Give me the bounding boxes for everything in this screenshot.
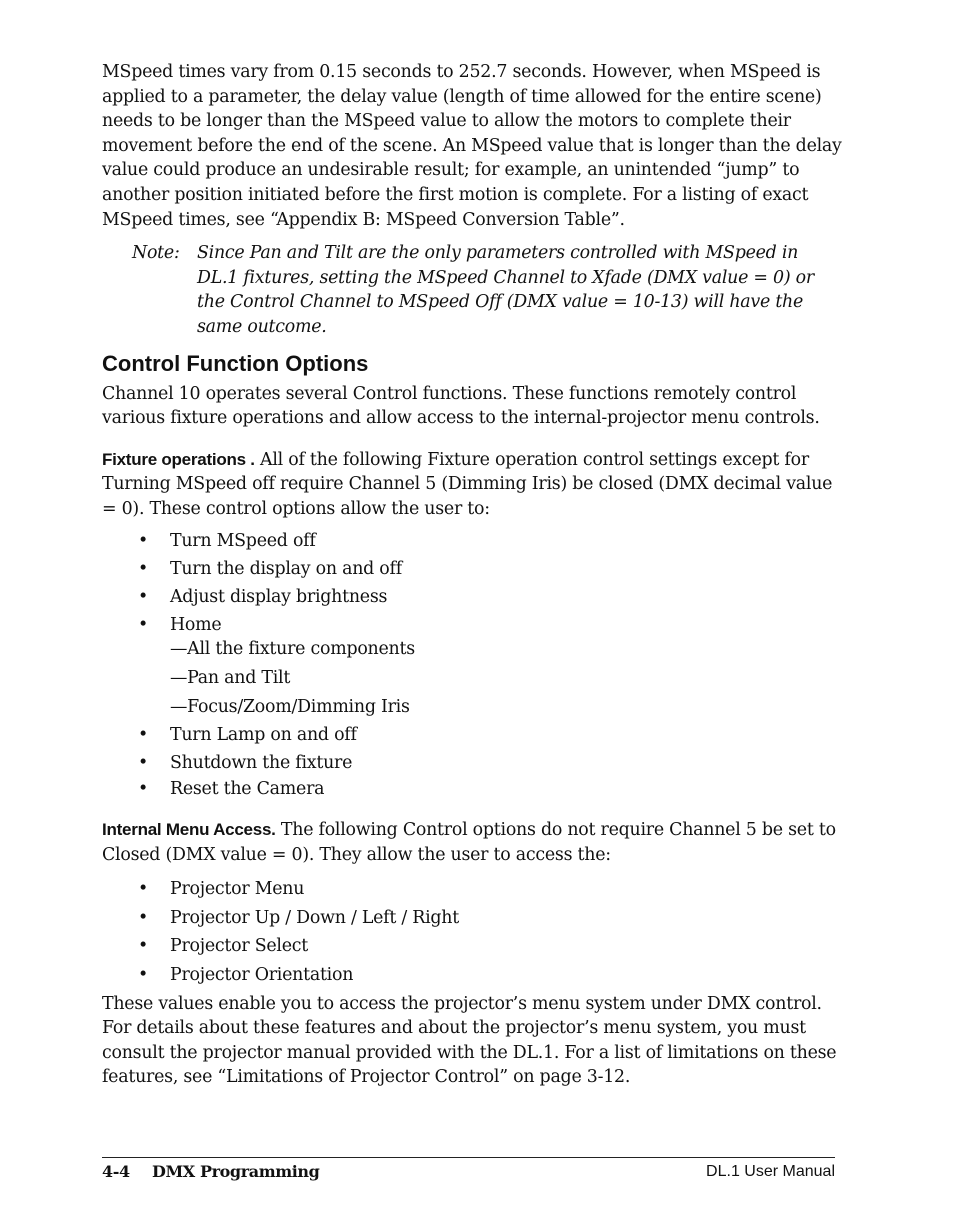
list-item-text: Turn Lamp on and off	[170, 724, 357, 745]
section-intro-paragraph: Channel 10 operates several Control functions. These functions remotely control various fixture operations and allow access to the internal-projector menu controls.	[102, 383, 820, 429]
list-item	[102, 751, 842, 776]
bullet-icon: •	[138, 558, 149, 579]
fixture-operations-text: All of the following Fixture operation control settings except for Turning MSpeed off require Channel 5 (Dimming Iris) be closed (DMX decimal value = 0). These control options allow the user to:	[102, 449, 833, 519]
fixture-operations-list	[102, 529, 842, 802]
bullet-icon: •	[138, 586, 149, 607]
note-block	[132, 241, 842, 339]
list-item	[102, 585, 842, 610]
internal-menu-paragraph	[102, 818, 842, 867]
list-item	[102, 777, 842, 802]
closing-paragraph: These values enable you to access the projector’s menu system under DMX control. For details about these features and about the projector’s menu system, you must consult the projector manual provided with the DL.1. For a list of limitations on these features, see “Limitations of Projector Control” on page 3-12.	[102, 993, 837, 1088]
list-item-text: Reset the Camera	[170, 779, 325, 800]
section-heading: Control Function Options	[102, 350, 369, 376]
list-item-text: Turn MSpeed off	[170, 530, 316, 551]
bullet-icon: •	[138, 907, 149, 928]
list-item	[102, 723, 842, 748]
manual-title: DL.1 User Manual	[706, 1163, 835, 1180]
list-item	[102, 906, 842, 931]
bullet-icon: •	[138, 724, 149, 745]
internal-menu-text: The following Control options do not require Channel 5 be set to Closed (DMX value = 0). They allow the user to access the:	[102, 819, 836, 865]
fixture-operations-heading: Fixture operations .	[102, 449, 255, 469]
bullet-icon: •	[138, 936, 149, 957]
fixture-operations-paragraph	[102, 448, 842, 522]
bullet-icon: •	[138, 879, 149, 900]
list-item-text: Projector Menu	[170, 879, 305, 900]
document-body	[102, 60, 842, 1090]
bullet-icon: •	[138, 964, 149, 985]
bullet-icon: •	[138, 530, 149, 551]
list-item-text: Shutdown the fixture	[170, 752, 353, 773]
list-item	[102, 557, 842, 582]
list-item	[102, 529, 842, 554]
list-item-text: Turn the display on and off	[170, 558, 402, 579]
list-item	[102, 934, 842, 959]
internal-menu-list	[102, 877, 842, 987]
internal-menu-heading: Internal Menu Access.	[102, 819, 276, 839]
bullet-icon: •	[138, 779, 149, 800]
list-item-text: Adjust display brightness	[170, 586, 388, 607]
list-item-text: Projector Select	[170, 936, 308, 957]
chapter-title: DMX Programming	[152, 1162, 320, 1181]
list-item-text: Projector Orientation	[170, 964, 354, 985]
note-text: Since Pan and Tilt are the only parameters controlled with MSpeed in DL.1 fixtures, setting the MSpeed Channel to Xfade (DMX value = 0) or the Control Channel to MSpeed Off (DMX value = 10-13) will have the same outcome.	[197, 243, 814, 337]
home-subitem: —Focus/Zoom/Dimming Iris	[170, 696, 410, 717]
home-subitem: —Pan and Tilt	[170, 667, 291, 688]
note-label: Note:	[132, 243, 180, 264]
list-item-text: Home	[170, 614, 222, 635]
intro-paragraph: MSpeed times vary from 0.15 seconds to 252.7 seconds. However, when MSpeed is applied to a parameter, the delay value (length of time allowed for the entire scene) needs to be longer than the MSpeed value to allow the motors to complete their movement before the end of the scene. An MSpeed value that is longer than the delay value could produce an undesirable result; for example, an unintended “jump” to another position initiated before the first motion is complete. For a listing of exact MSpeed times, see “Appendix B: MSpeed Conversion Table”.	[102, 62, 842, 230]
list-item-home	[102, 613, 842, 719]
home-subitem: —All the fixture components	[170, 639, 415, 660]
list-item	[102, 963, 842, 988]
page-number: 4-4	[102, 1162, 130, 1181]
list-item	[102, 877, 842, 902]
page-footer	[102, 1157, 835, 1181]
footer-left	[102, 1161, 319, 1183]
bullet-icon: •	[138, 614, 149, 635]
bullet-icon: •	[138, 752, 149, 773]
list-item-text: Projector Up / Down / Left / Right	[170, 907, 459, 928]
